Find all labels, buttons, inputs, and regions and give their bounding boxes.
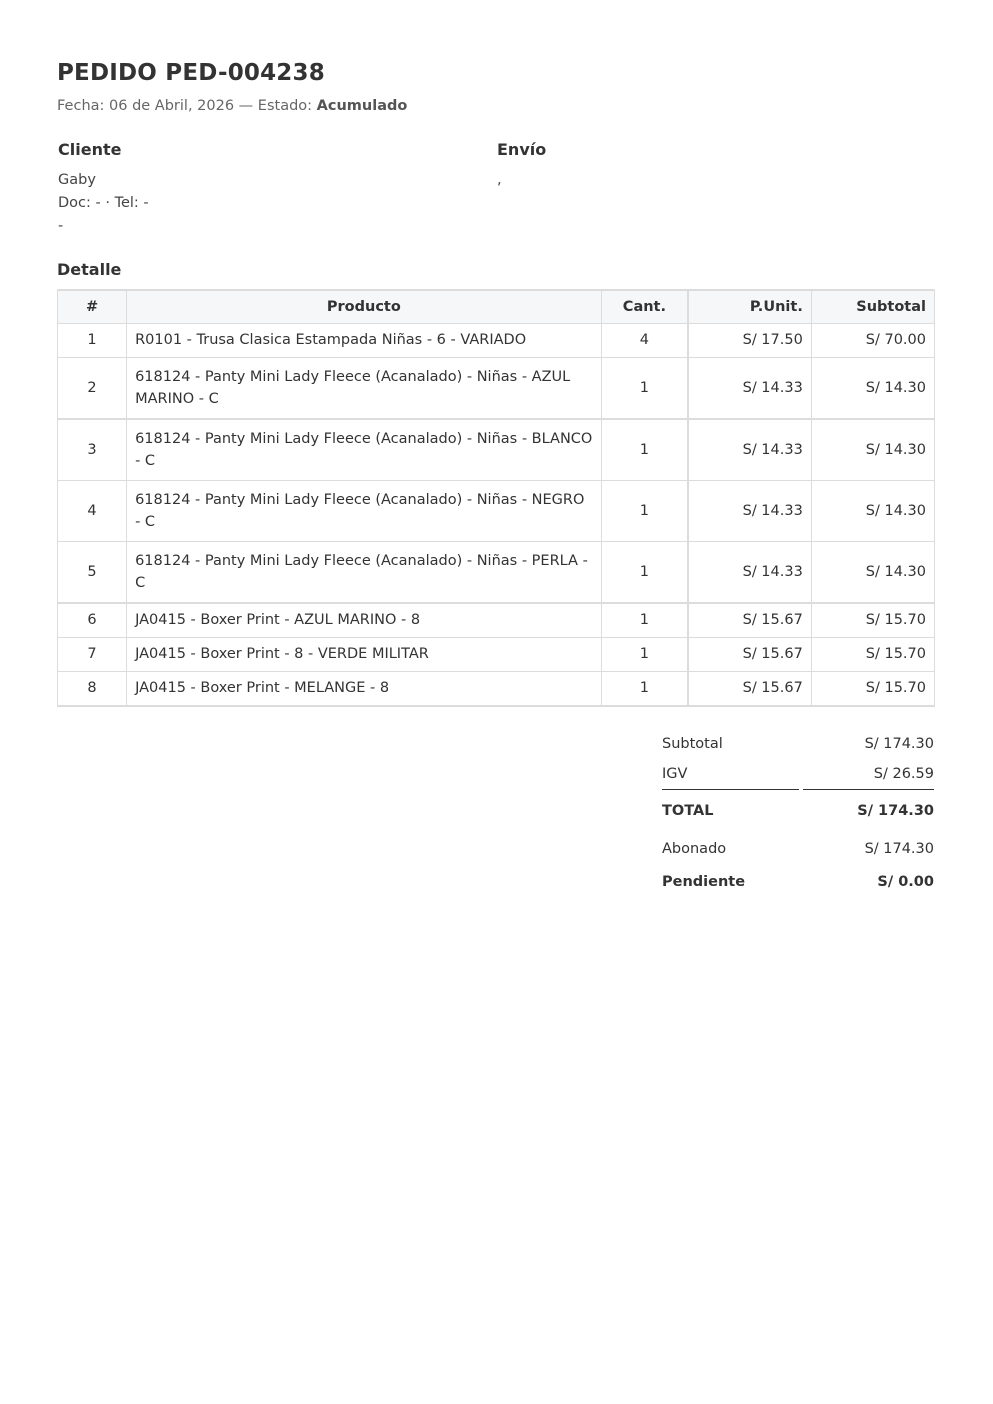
cell-punit: S/ 14.33 (688, 542, 811, 604)
total-value: S/ 174.30 (857, 803, 934, 819)
table-row (58, 603, 935, 638)
estado-value: Acumulado (316, 98, 408, 114)
cell-cant: 1 (601, 419, 688, 481)
envio-heading: Envío (497, 140, 547, 159)
igv-value: S/ 26.59 (873, 766, 934, 782)
cell-producto: 618124 - Panty Mini Lady Fleece (Acanalado) - Niñas - AZUL MARINO - C (127, 358, 602, 420)
table-row (58, 419, 935, 481)
cliente-heading: Cliente (58, 140, 122, 159)
totals-pendiente-row (662, 867, 934, 897)
totals-igv-row (662, 759, 934, 789)
cell-cant: 1 (601, 672, 688, 707)
cell-punit: S/ 14.33 (688, 481, 811, 542)
subtotal-value: S/ 174.30 (864, 736, 934, 752)
table-row (58, 358, 935, 420)
cell-subtotal: S/ 15.70 (811, 603, 934, 638)
cell-producto: JA0415 - Boxer Print - AZUL MARINO - 8 (127, 603, 602, 638)
cell-cant: 1 (601, 481, 688, 542)
subtotal-label: Subtotal (662, 736, 723, 752)
cell-punit: S/ 15.67 (688, 603, 811, 638)
order-meta (57, 98, 935, 114)
cell-producto: JA0415 - Boxer Print - MELANGE - 8 (127, 672, 602, 707)
col-header-number: # (58, 290, 127, 324)
cell-number: 2 (58, 358, 127, 420)
totals-block (662, 729, 934, 897)
cell-cant: 1 (601, 603, 688, 638)
cell-producto: 618124 - Panty Mini Lady Fleece (Acanalado) - Niñas - PERLA - C (127, 542, 602, 604)
cell-subtotal: S/ 14.30 (811, 419, 934, 481)
page-title: PEDIDO PED-004238 (57, 60, 325, 86)
table-row (58, 481, 935, 542)
col-header-producto: Producto (127, 290, 602, 324)
col-header-punit: P.Unit. (688, 290, 811, 324)
fecha-label: Fecha: (57, 98, 110, 114)
abonado-value: S/ 174.30 (864, 841, 934, 857)
pendiente-label: Pendiente (662, 874, 746, 890)
envio-block (496, 140, 935, 238)
cell-subtotal: S/ 70.00 (811, 324, 934, 358)
total-label: TOTAL (662, 803, 714, 819)
pendiente-value: S/ 0.00 (877, 874, 934, 890)
cell-producto: 618124 - Panty Mini Lady Fleece (Acanalado) - Niñas - NEGRO - C (127, 481, 602, 542)
cell-punit: S/ 15.67 (688, 672, 811, 707)
cell-subtotal: S/ 15.70 (811, 638, 934, 672)
cell-cant: 1 (601, 638, 688, 672)
cell-subtotal: S/ 14.30 (811, 481, 934, 542)
cell-subtotal: S/ 14.30 (811, 542, 934, 604)
table-row (58, 324, 935, 358)
parties (57, 140, 935, 238)
cliente-extra: - (58, 218, 64, 234)
table-header-row (58, 290, 935, 324)
totals-total-row (662, 791, 934, 831)
cell-cant: 1 (601, 358, 688, 420)
col-header-subtotal: Subtotal (811, 290, 934, 324)
totals-abonado-row (662, 831, 934, 867)
items-table (57, 289, 935, 707)
cell-number: 1 (58, 324, 127, 358)
cell-number: 7 (58, 638, 127, 672)
col-header-cant: Cant. (601, 290, 688, 324)
cell-number: 5 (58, 542, 127, 604)
cell-punit: S/ 14.33 (688, 358, 811, 420)
cell-subtotal: S/ 14.30 (811, 358, 934, 420)
cell-number: 8 (58, 672, 127, 707)
fecha-value: 06 de Abril, 2026 (109, 98, 235, 114)
cell-number: 3 (58, 419, 127, 481)
table-row (58, 672, 935, 707)
cell-punit: S/ 14.33 (688, 419, 811, 481)
envio-address: , (497, 172, 502, 188)
cell-punit: S/ 15.67 (688, 638, 811, 672)
abonado-label: Abonado (662, 841, 727, 857)
cell-producto: R0101 - Trusa Clasica Estampada Niñas - 6 - VARIADO (127, 324, 602, 358)
cell-subtotal: S/ 15.70 (811, 672, 934, 707)
estado-label: — Estado: (234, 98, 317, 114)
table-row (58, 638, 935, 672)
totals-subtotal-row (662, 729, 934, 759)
cell-number: 6 (58, 603, 127, 638)
table-row (58, 542, 935, 604)
cliente-block (57, 140, 496, 238)
cliente-name: Gaby (58, 172, 96, 188)
cell-producto: JA0415 - Boxer Print - 8 - VERDE MILITAR (127, 638, 602, 672)
cell-cant: 4 (601, 324, 688, 358)
igv-label: IGV (662, 766, 688, 782)
detalle-heading: Detalle (57, 260, 122, 279)
cell-producto: 618124 - Panty Mini Lady Fleece (Acanalado) - Niñas - BLANCO - C (127, 419, 602, 481)
cell-number: 4 (58, 481, 127, 542)
cliente-doc: Doc: - · Tel: - (58, 195, 149, 211)
cell-punit: S/ 17.50 (688, 324, 811, 358)
totals-divider (662, 789, 934, 790)
cell-cant: 1 (601, 542, 688, 604)
